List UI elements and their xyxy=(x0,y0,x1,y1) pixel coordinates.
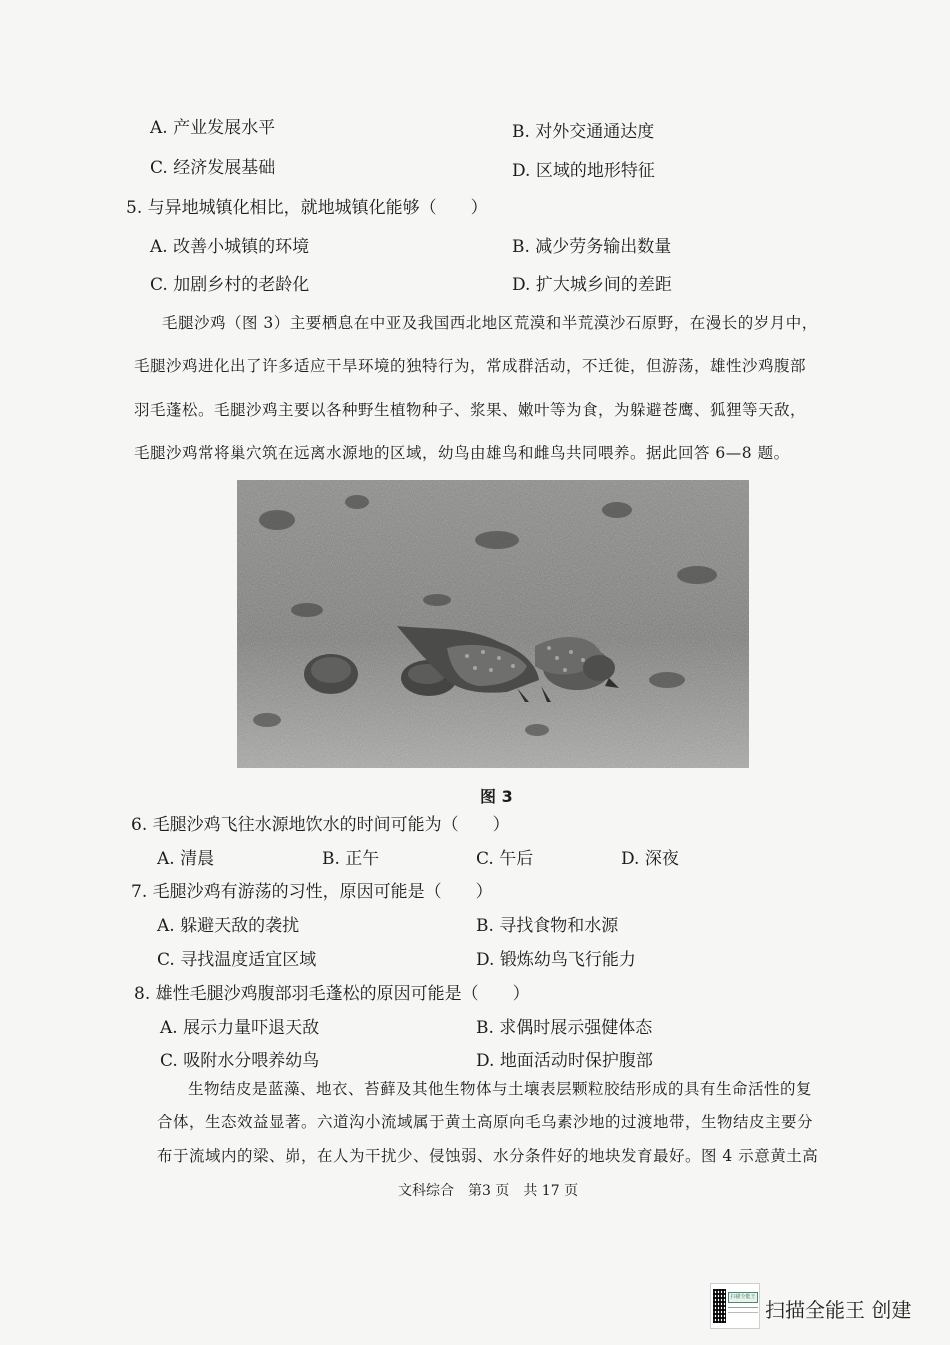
q6-stem: 6. 毛腿沙鸡飞往水源地饮水的时间可能为（ ） xyxy=(131,815,510,835)
q4-option-a: A. 产业发展水平 xyxy=(150,118,276,138)
page-footer: 文科综合 第3 页 共 17 页 xyxy=(398,1183,579,1199)
qr-code-icon xyxy=(713,1289,726,1323)
q7-option-d: D. 锻炼幼鸟飞行能力 xyxy=(476,950,636,970)
q8-option-b: B. 求偶时展示强健体态 xyxy=(476,1018,653,1038)
q7-option-a: A. 躲避天敌的袭扰 xyxy=(157,916,300,936)
passage1-line1: 毛腿沙鸡（图 3）主要栖息在中亚及我国西北地区荒漠和半荒漠沙石原野，在漫长的岁月中， xyxy=(162,314,818,332)
figure3-photo xyxy=(237,480,749,768)
q8-option-a: A. 展示力量吓退天敌 xyxy=(160,1018,320,1038)
q8-stem: 8. 雄性毛腿沙鸡腹部羽毛蓬松的原因可能是（ ） xyxy=(134,984,530,1004)
q5-option-b: B. 减少劳务输出数量 xyxy=(512,237,672,257)
passage2-line2: 合体，生态效益显著。六道沟小流域属于黄土高原向毛乌素沙地的过渡地带，生物结皮主要分 xyxy=(157,1113,814,1131)
passage1-line4: 毛腿沙鸡常将巢穴筑在远离水源地的区域，幼鸟由雄鸟和雌鸟共同喂养。据此回答 6—8 题。 xyxy=(134,444,790,462)
q4-option-c: C. 经济发展基础 xyxy=(150,158,276,178)
scanner-logo-subline xyxy=(728,1307,758,1313)
q6-option-d: D. 深夜 xyxy=(621,849,679,869)
passage2-line1: 生物结皮是蓝藻、地衣、苔藓及其他生物体与土壤表层颗粒胶结形成的具有生命活性的复 xyxy=(188,1080,813,1098)
scanner-logo-title: 扫描全能王 xyxy=(728,1292,758,1303)
q7-option-b: B. 寻找食物和水源 xyxy=(476,916,619,936)
figure3-caption: 图 3 xyxy=(480,787,513,806)
q5-option-d: D. 扩大城乡间的差距 xyxy=(512,275,672,295)
passage2-line3: 布于流域内的梁、峁，在人为干扰少、侵蚀弱、水分条件好的地块发育最好。图 4 示意黄土高 xyxy=(157,1147,819,1165)
q5-option-c: C. 加剧乡村的老龄化 xyxy=(150,275,310,295)
q7-option-c: C. 寻找温度适宜区域 xyxy=(157,950,317,970)
passage1-line3: 羽毛蓬松。毛腿沙鸡主要以各种野生植物种子、浆果、嫩叶等为食，为躲避苍鹰、狐狸等天敌， xyxy=(134,401,807,419)
q5-stem: 5. 与异地城镇化相比，就地城镇化能够（ ） xyxy=(126,198,488,218)
q6-option-c: C. 午后 xyxy=(476,849,534,869)
q4-option-d: D. 区域的地形特征 xyxy=(512,161,655,181)
scanner-watermark-text: 扫描全能王 创建 xyxy=(765,1298,912,1322)
q6-option-a: A. 清晨 xyxy=(157,849,215,869)
chick-left xyxy=(304,654,358,694)
q6-option-b: B. 正午 xyxy=(322,849,380,869)
passage1-line2: 毛腿沙鸡进化出了许多适应干旱环境的独特行为，常成群活动，不迁徙，但游荡，雄性沙鸡腹部 xyxy=(134,357,807,375)
q8-option-c: C. 吸附水分喂养幼鸟 xyxy=(160,1051,320,1071)
q8-option-d: D. 地面活动时保护腹部 xyxy=(476,1051,653,1071)
q7-stem: 7. 毛腿沙鸡有游荡的习性，原因可能是（ ） xyxy=(131,882,493,902)
q5-option-a: A. 改善小城镇的环境 xyxy=(150,237,310,257)
q4-option-b: B. 对外交通通达度 xyxy=(512,122,655,142)
scanner-logo xyxy=(710,1283,760,1329)
